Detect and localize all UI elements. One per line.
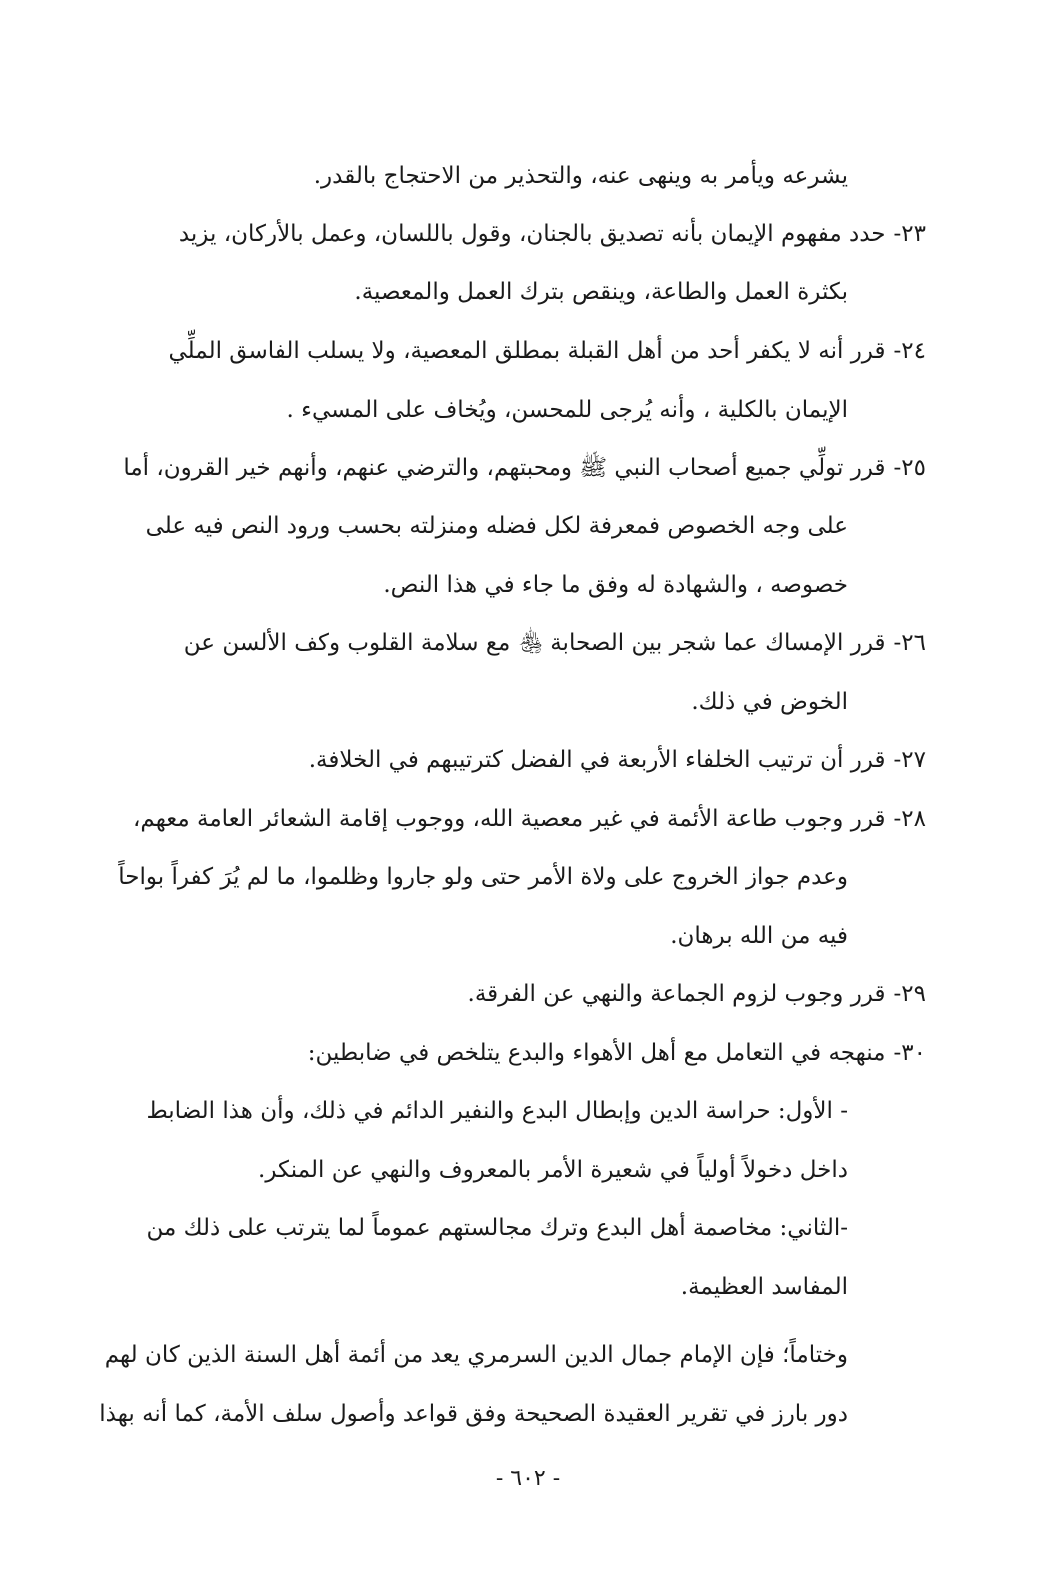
- item-text: قرر وجوب طاعة الأئمة في غير معصية الله، ووجوب إقامة الشعائر العامة معهم،: [132, 806, 886, 832]
- item-number: ٢٤-: [893, 338, 926, 364]
- item-number: ٢٣-: [893, 221, 926, 247]
- page-number: - ٦٠٢ -: [495, 1466, 561, 1491]
- text-line: داخل دخولاً أولياً في شعيرة الأمر بالمعروف والنهي عن المنكر.: [258, 1157, 848, 1183]
- text-line: يشرعه ويأمر به وينهى عنه، والتحذير من الاحتجاج بالقدر.: [313, 163, 848, 189]
- item-number: ٢٥-: [893, 455, 926, 481]
- list-item-28: [133, 803, 926, 835]
- item-text: قرر تولِّي جميع أصحاب النبي ﷺ ومحبتهم، والترضي عنهم، وأنهم خير القرون، أما: [123, 455, 886, 481]
- list-item-26: [184, 627, 926, 659]
- closing-paragraph-line: دور بارز في تقرير العقيدة الصحيحة وفق قواعد وأصول سلف الأمة، كما أنه بهذا: [99, 1401, 848, 1427]
- text-line: المفاسد العظيمة.: [680, 1274, 848, 1300]
- item-number: ٢٦-: [893, 630, 926, 656]
- text-line: وعدم جواز الخروج على ولاة الأمر حتى ولو جاروا وظلموا، ما لم يُرَ كفراً بواحاً: [118, 864, 848, 890]
- item-text: حدد مفهوم الإيمان بأنه تصديق بالجنان، وقول باللسان، وعمل بالأركان، يزيد: [178, 221, 886, 247]
- item-number: ٣٠-: [893, 1040, 926, 1066]
- text-line: بكثرة العمل والطاعة، وينقص بترك العمل والمعصية.: [354, 279, 848, 305]
- text-line: الخوض في ذلك.: [691, 689, 848, 715]
- text-line: خصوصه ، والشهادة له وفق ما جاء في هذا النص.: [383, 572, 848, 598]
- text-line: الإيمان بالكلية ، وأنه يُرجى للمحسن، ويُخاف على المسيء .: [286, 397, 848, 423]
- list-item-24: [169, 335, 926, 367]
- text-line: على وجه الخصوص فمعرفة لكل فضله ومنزلته بحسب ورود النص فيه على: [145, 513, 848, 539]
- sub-item-second: -الثاني: مخاصمة أهل البدع وترك مجالستهم عموماً لما يترتب على ذلك من: [146, 1215, 848, 1241]
- list-item-29: [468, 978, 926, 1010]
- item-number: ٢٨-: [893, 806, 926, 832]
- item-text: قرر أنه لا يكفر أحد من أهل القبلة بمطلق المعصية، ولا يسلب الفاسق الملِّي: [168, 338, 886, 364]
- item-text: منهجه في التعامل مع أهل الأهواء والبدع يتلخص في ضابطين:: [307, 1040, 886, 1066]
- list-item-25: [123, 452, 926, 484]
- item-number: ٢٧-: [893, 747, 926, 773]
- item-text: قرر وجوب لزوم الجماعة والنهي عن الفرقة.: [467, 981, 886, 1007]
- list-item-27: [309, 744, 926, 776]
- sub-item-first: - الأول: حراسة الدين وإبطال البدع والنفير الدائم في ذلك، وأن هذا الضابط: [146, 1098, 848, 1124]
- item-text: قرر الإمساك عما شجر بين الصحابة ﵃ مع سلامة القلوب وكف الألسن عن: [183, 630, 886, 656]
- text-line: فيه من الله برهان.: [670, 923, 848, 949]
- closing-paragraph-line: وختاماً؛ فإن الإمام جمال الدين السرمري يعد من أئمة أهل السنة الذين كان لهم: [104, 1342, 848, 1368]
- item-text: قرر أن ترتيب الخلفاء الأربعة في الفضل كترتيبهم في الخلافة.: [308, 747, 886, 773]
- list-item-30: [308, 1037, 926, 1069]
- list-item-23: [179, 218, 926, 250]
- item-number: ٢٩-: [893, 981, 926, 1007]
